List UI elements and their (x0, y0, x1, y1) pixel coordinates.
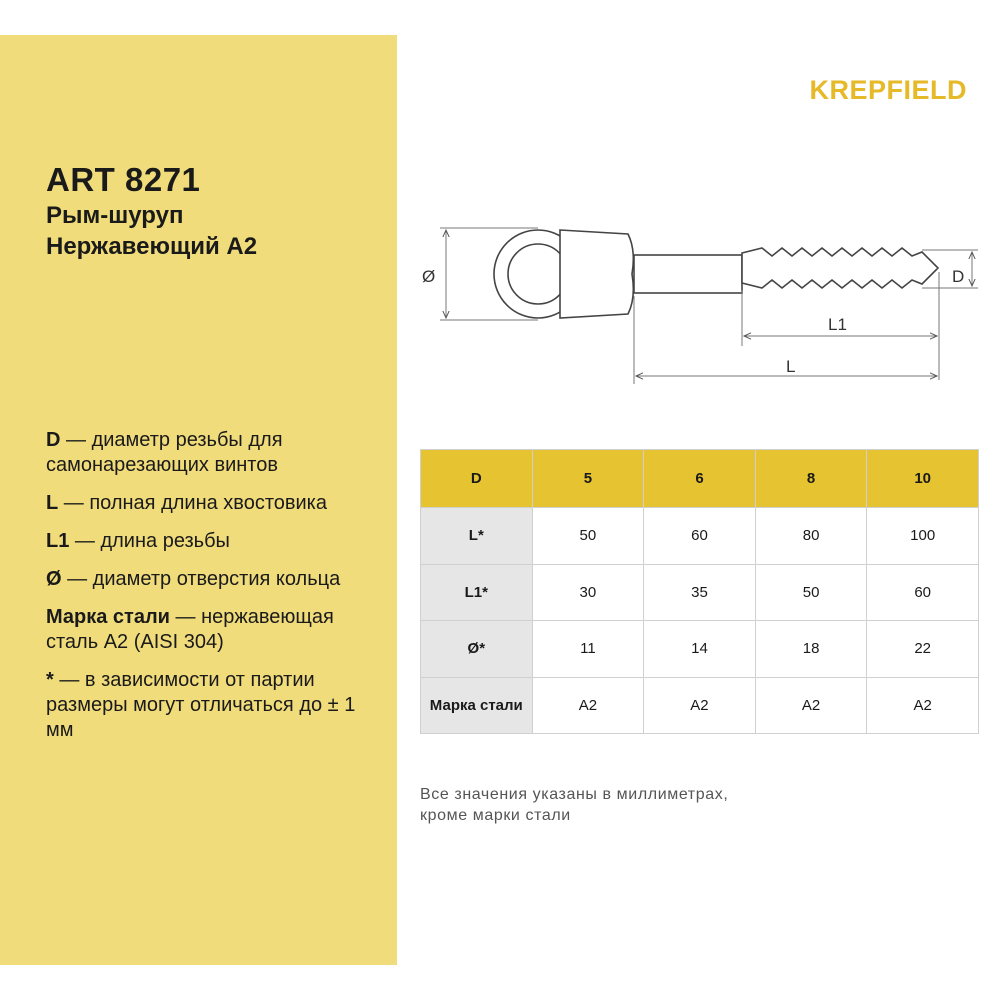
article-number: ART 8271 (46, 161, 201, 198)
units-note-line-2: кроме марки стали (420, 807, 571, 824)
header-cell: 5 (532, 450, 644, 508)
legend-item-diameter: Ø — диаметр отверстия кольца (46, 568, 341, 590)
thread-shape (742, 248, 938, 288)
table-cell: 18 (755, 621, 867, 678)
product-material: Нержавеющий А2 (46, 233, 258, 260)
label-d: D (952, 267, 965, 286)
table-cell: 22 (867, 621, 979, 678)
table-row (421, 508, 979, 565)
table-cell: A2 (644, 677, 756, 734)
table-cell: A2 (867, 677, 979, 734)
legend-item-steel: Марка стали — нержавеющая сталь A2 (AISI 304) (46, 606, 334, 653)
row-label: Марка стали (421, 677, 533, 734)
label-diameter: Ø (422, 267, 436, 286)
row-label: L* (421, 508, 533, 565)
units-note-line-1: Все значения указаны в миллиметрах, (420, 786, 729, 803)
legend-item-l1: L1 — длина резьбы (46, 530, 230, 552)
table-cell: A2 (532, 677, 644, 734)
table-cell: 30 (532, 564, 644, 621)
eye-screw-drawing (410, 190, 990, 400)
title-block (46, 160, 257, 262)
legend (46, 428, 386, 756)
table-cell: 14 (644, 621, 756, 678)
ring-hole (508, 244, 568, 304)
table-row (421, 564, 979, 621)
row-label: Ø* (421, 621, 533, 678)
header-cell: 8 (755, 450, 867, 508)
legend-item-d: D — диаметр резьбы для самонарезающих винтов (46, 429, 283, 476)
label-l1: L1 (828, 315, 847, 334)
table-cell: 100 (867, 508, 979, 565)
collar-shape (560, 230, 633, 318)
table-cell: 60 (867, 564, 979, 621)
header-cell: D (421, 450, 533, 508)
table-header-row (421, 450, 979, 508)
table-cell: 60 (644, 508, 756, 565)
table-cell: 11 (532, 621, 644, 678)
product-name: Рым-шуруп (46, 202, 184, 229)
header-cell: 10 (867, 450, 979, 508)
legend-item-tolerance: * — в зависимости от партии размеры могут отличаться до ± 1 мм (46, 669, 356, 741)
table-cell: 35 (644, 564, 756, 621)
label-l: L (786, 357, 796, 376)
table-cell: 50 (532, 508, 644, 565)
brand-logo: KREPFIELD (809, 75, 967, 105)
row-label: L1* (421, 564, 533, 621)
table-row (421, 621, 979, 678)
spec-table (420, 449, 979, 734)
header-cell: 6 (644, 450, 756, 508)
legend-item-l: L — полная длина хвостовика (46, 492, 327, 514)
table-cell: A2 (755, 677, 867, 734)
table-cell: 80 (755, 508, 867, 565)
table-row (421, 677, 979, 734)
units-note (420, 784, 890, 826)
shank-shape (634, 255, 742, 293)
table-cell: 50 (755, 564, 867, 621)
